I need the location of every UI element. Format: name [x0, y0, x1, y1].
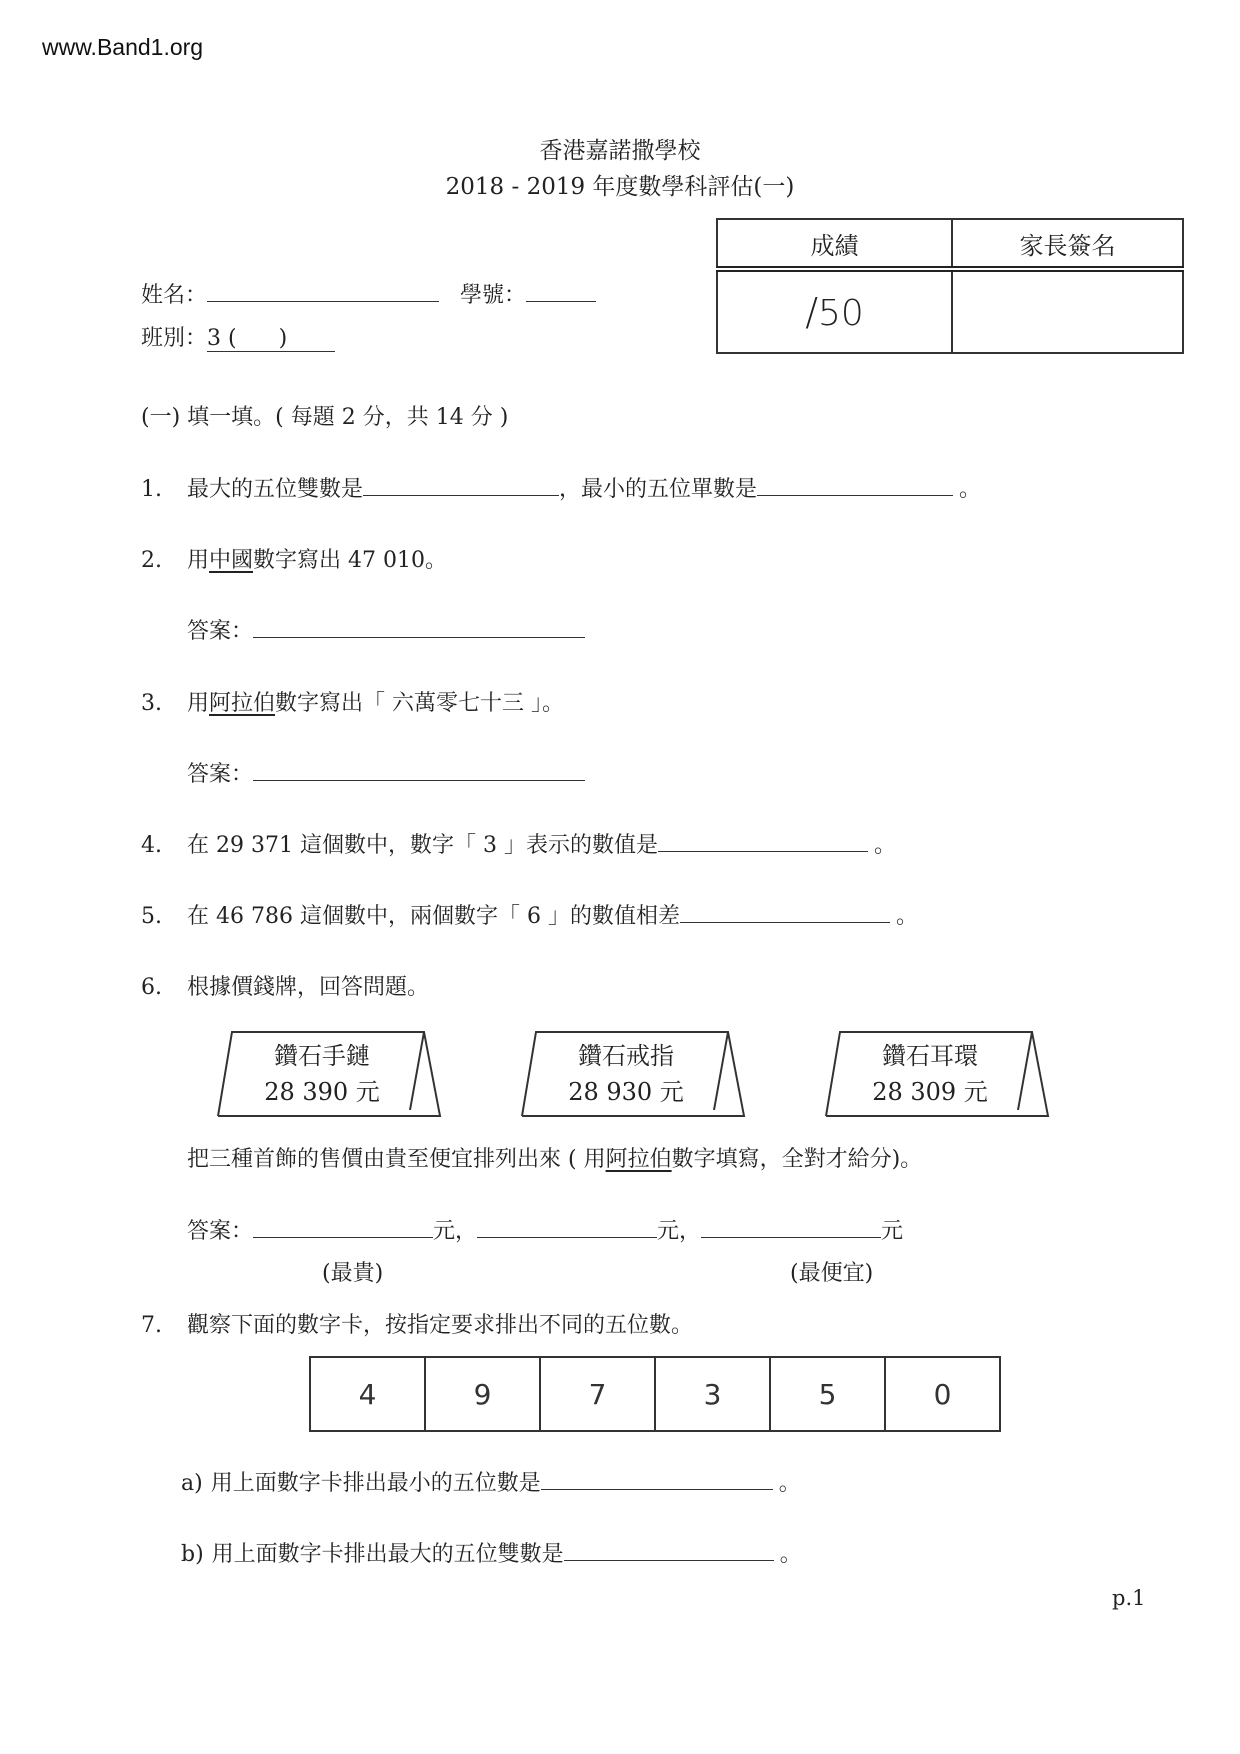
q7b-text: 用上面數字卡排出最大的五位雙數是 [211, 1542, 564, 1567]
q5-end: 。 [895, 904, 918, 929]
class-label: 班別： [141, 326, 208, 351]
number-card: 0 [885, 1357, 1000, 1431]
q4-text: 在 29 371 這個數中，數字「 3 」表示的數值是 [187, 833, 658, 858]
question-4 [141, 828, 896, 859]
tag-price-earrings: 28 309 元 [872, 1078, 988, 1106]
q7b-end: 。 [779, 1542, 802, 1567]
q7-part-b [181, 1537, 802, 1568]
price-tag-ring [518, 1030, 748, 1120]
class-row [141, 321, 335, 352]
q7a-label: a) [181, 1471, 203, 1496]
q6-instruction-pre: 把三種首飾的售價由貴至便宜排列出來 ( 用 [187, 1147, 606, 1172]
score-header: 成績 [717, 219, 952, 269]
name-row [141, 278, 596, 309]
q6-unit-2: 元， [657, 1219, 702, 1244]
score-slash: / [805, 290, 818, 334]
q6-answer-label: 答案： [187, 1219, 254, 1244]
question-5 [141, 899, 918, 930]
class-close: ) [278, 326, 288, 351]
q3-text-underlined: 阿拉伯 [209, 691, 276, 716]
watermark: www.Band1.org [42, 34, 204, 60]
q7a-end: 。 [778, 1471, 801, 1496]
tag-item-earrings: 鑽石耳環 [882, 1042, 978, 1070]
q3-answer-blank[interactable] [253, 762, 585, 781]
score-total: 50 [818, 293, 864, 334]
q4-blank[interactable] [658, 833, 868, 852]
q2-text-underlined: 中國 [209, 548, 254, 573]
q6-instruction [187, 1142, 922, 1173]
q7b-blank[interactable] [564, 1542, 774, 1561]
score-cell[interactable] [717, 269, 952, 353]
number-card: 7 [540, 1357, 655, 1431]
q7-text: 觀察下面的數字卡，按指定要求排出不同的五位數。 [187, 1313, 694, 1338]
number-card: 4 [310, 1357, 425, 1431]
label-most-expensive: (最貴) [322, 1261, 384, 1286]
q7a-text: 用上面數字卡排出最小的五位數是 [210, 1471, 541, 1496]
tag-price-bracelet: 28 390 元 [264, 1078, 380, 1106]
student-number-label: 學號： [460, 283, 527, 308]
q6-number: 6. [141, 975, 162, 1000]
q6-answer-blank-2[interactable] [477, 1219, 657, 1238]
name-label: 姓名： [141, 283, 208, 308]
question-6 [141, 970, 429, 1001]
tag-item-ring: 鑽石戒指 [578, 1042, 674, 1070]
q6-text: 根據價錢牌，回答問題。 [187, 975, 430, 1000]
score-table [716, 218, 1184, 354]
q7b-label: b) [181, 1542, 204, 1567]
student-number-blank[interactable] [526, 283, 596, 302]
q4-end: 。 [873, 833, 896, 858]
number-card: 5 [770, 1357, 885, 1431]
q7-part-a [181, 1466, 801, 1497]
q1-blank-2[interactable] [757, 477, 953, 496]
question-3 [141, 686, 564, 717]
exam-title: 2018 - 2019 年度數學科評估(一) [445, 174, 795, 200]
q2-text-post: 數字寫出 47 010。 [253, 548, 448, 573]
number-card: 3 [655, 1357, 770, 1431]
question-1 [141, 472, 981, 503]
q2-text-pre: 用 [187, 548, 210, 573]
q3-text-pre: 用 [187, 691, 210, 716]
tag-item-bracelet: 鑽石手鏈 [274, 1042, 370, 1070]
q1-text-1: 最大的五位雙數是 [187, 477, 364, 502]
q4-number: 4. [141, 833, 162, 858]
q2-answer-label: 答案： [187, 619, 254, 644]
q7-number: 7. [141, 1313, 162, 1338]
q3-number: 3. [141, 691, 162, 716]
q3-answer-label: 答案： [187, 762, 254, 787]
q6-unit-3: 元 [881, 1219, 904, 1244]
school-name: 香港嘉諾撒學校 [539, 138, 701, 164]
page-number: p.1 [1112, 1586, 1146, 1610]
q2-answer-blank[interactable] [253, 619, 585, 638]
q3-answer-row [187, 757, 585, 788]
parent-signature-cell[interactable] [952, 269, 1183, 353]
q6-answer-blank-3[interactable] [701, 1219, 881, 1238]
q2-answer-row [187, 614, 585, 645]
q1-number: 1. [141, 477, 162, 502]
label-cheapest: (最便宜) [790, 1261, 874, 1286]
q6-instruction-post: 數字填寫，全對才給分)。 [671, 1147, 923, 1172]
class-value: 3 ( [207, 326, 237, 351]
q5-number: 5. [141, 904, 162, 929]
price-tag-bracelet [214, 1030, 444, 1120]
q5-text: 在 46 786 這個數中，兩個數字「 6 」的數值相差 [187, 904, 680, 929]
question-2 [141, 543, 447, 574]
q3-text-post: 數字寫出「 六萬零七十三 」。 [275, 691, 565, 716]
number-cards [309, 1356, 1001, 1432]
q6-answer-row [187, 1214, 903, 1245]
q1-blank-1[interactable] [363, 477, 559, 496]
q7a-blank[interactable] [541, 1471, 773, 1490]
price-tag-earrings [822, 1030, 1052, 1120]
q6-answer-blank-1[interactable] [253, 1219, 433, 1238]
q5-blank[interactable] [680, 904, 890, 923]
q1-text-2: ，最小的五位單數是 [559, 477, 758, 502]
q6-unit-1: 元， [433, 1219, 478, 1244]
question-7 [141, 1308, 693, 1339]
name-blank[interactable] [207, 283, 439, 302]
parent-signature-header: 家長簽名 [952, 219, 1183, 269]
section-title: (一) 填一填。( 每題 2 分，共 14 分 ) [141, 405, 509, 430]
q6-instruction-underlined: 阿拉伯 [605, 1147, 672, 1172]
number-card: 9 [425, 1357, 540, 1431]
class-blank[interactable] [207, 326, 335, 352]
q1-end: 。 [959, 477, 982, 502]
q2-number: 2. [141, 548, 162, 573]
tag-price-ring: 28 930 元 [568, 1078, 684, 1106]
